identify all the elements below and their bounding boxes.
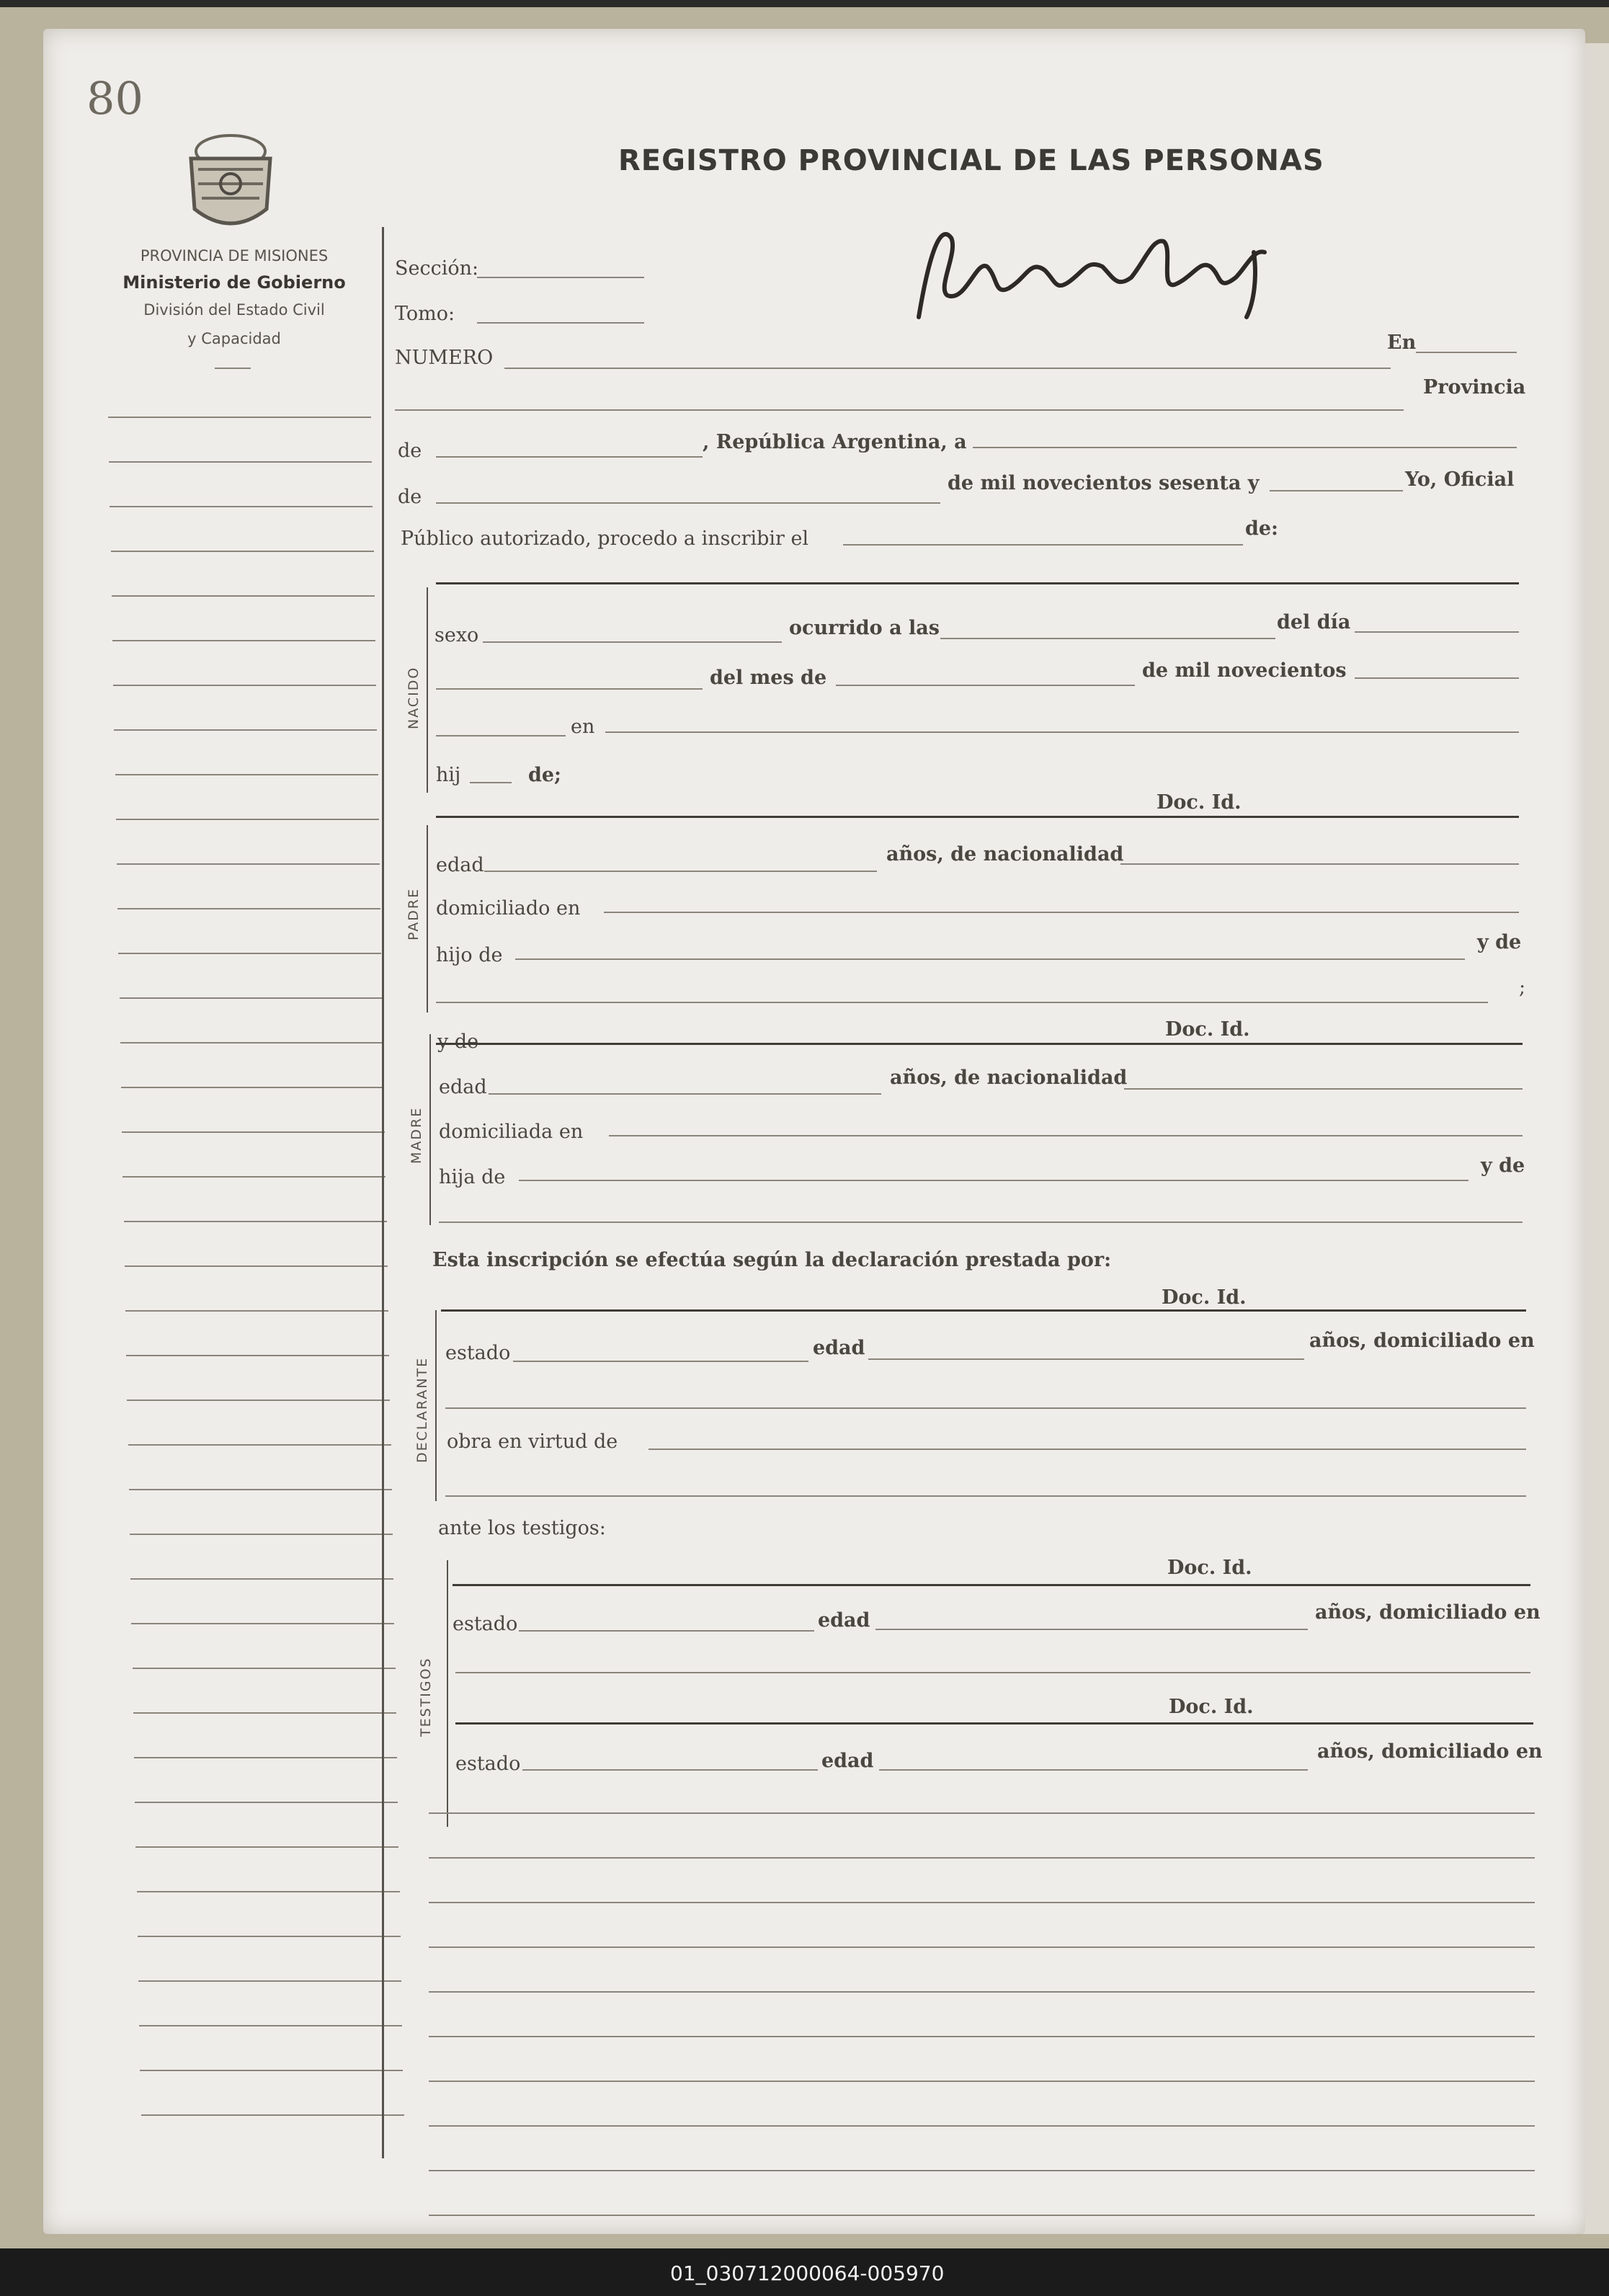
padre-bracket: [427, 825, 428, 1013]
de-field-1[interactable]: [436, 456, 703, 458]
madre-domicilio-field[interactable]: [609, 1135, 1523, 1136]
coat-of-arms-seal: [180, 130, 281, 238]
declarante-bracket: [435, 1310, 437, 1501]
margin-line: [125, 1310, 388, 1312]
padre-edad-label: edad: [436, 854, 484, 876]
page-number: 80: [86, 72, 143, 125]
page-title: REGISTRO PROVINCIAL DE LAS PERSONAS: [618, 144, 1324, 177]
en-label: En: [1387, 332, 1417, 354]
image-caption: 01_030712000064-005970: [670, 2261, 945, 2285]
declarante-name-field[interactable]: [441, 1309, 1526, 1312]
madre-domiciliada-label: domiciliada en: [439, 1121, 584, 1143]
notes-line: [429, 1902, 1535, 1903]
testigo2-estado-field[interactable]: [522, 1769, 818, 1771]
margin-line: [133, 1712, 396, 1714]
testigo2-edad-label: edad: [821, 1750, 874, 1772]
madre-side-label: MADRE: [409, 1106, 424, 1164]
handwritten-signature: [908, 209, 1283, 332]
padre-domiciliado-label: domiciliado en: [436, 897, 581, 920]
de-colon-label: de:: [1245, 517, 1279, 540]
margin-line: [138, 1980, 401, 1982]
notes-line: [429, 2170, 1535, 2171]
mes-field[interactable]: [836, 685, 1135, 686]
testigo1-domiciliado-label: años, domiciliado en: [1315, 1601, 1541, 1624]
seccion-label: Sección:: [395, 257, 479, 280]
padre-semicolon: ;: [1519, 976, 1526, 999]
del-dia-label: del día: [1277, 611, 1351, 633]
notes-line: [429, 1946, 1535, 1948]
nacido-bracket: [427, 587, 428, 793]
hij-de-label: de;: [528, 764, 562, 786]
declarante-intro: Esta inscripción se efectúa según la declaración prestada por:: [432, 1249, 1112, 1271]
testigo2-domiciliado-label: años, domiciliado en: [1317, 1740, 1543, 1763]
madre-edad-field[interactable]: [489, 1093, 881, 1095]
nacido-side-label: NACIDO: [406, 666, 422, 729]
dia-cont-field[interactable]: [436, 688, 703, 690]
testigos-intro: ante los testigos:: [438, 1517, 606, 1539]
madre-y-de-label: y de: [437, 1031, 479, 1053]
declarante-estado-field[interactable]: [513, 1361, 808, 1362]
margin-line: [118, 953, 381, 954]
declarante-edad-label: edad: [813, 1337, 865, 1359]
numero-label: NUMERO: [395, 347, 494, 369]
padre-edad-field[interactable]: [484, 871, 877, 872]
declarante-doc-id-label: Doc. Id.: [1162, 1286, 1247, 1309]
province-name: PROVINCIA DE MISIONES: [140, 247, 329, 264]
testigo1-edad-field[interactable]: [875, 1629, 1308, 1630]
tomo-label: Tomo:: [395, 303, 455, 325]
provincia-label: Provincia: [1423, 376, 1526, 399]
del-mes-label: del mes de: [710, 667, 827, 689]
nacido-name-field[interactable]: [436, 582, 1519, 584]
de-field-2[interactable]: [436, 502, 940, 504]
testigo2-doc-id-label: Doc. Id.: [1169, 1696, 1254, 1718]
testigos-bracket: [447, 1560, 448, 1827]
padre-madre-field[interactable]: [436, 1002, 1488, 1003]
form-left-rule: [382, 227, 384, 2158]
testigo1-edad-label: edad: [818, 1609, 870, 1632]
ocurrido-label: ocurrido a las: [789, 617, 940, 639]
margin-line: [112, 595, 375, 597]
provincia-field[interactable]: [395, 409, 1404, 411]
hij-label: hij: [436, 764, 461, 786]
inscribir-field[interactable]: [843, 544, 1243, 546]
margin-line: [116, 819, 379, 820]
margin-line: [117, 908, 380, 909]
declarante-domiciliado-label: años, domiciliado en: [1309, 1330, 1535, 1352]
madre-nacionalidad-field[interactable]: [1124, 1088, 1523, 1090]
hij-field[interactable]: [470, 782, 512, 783]
declarante-estado-label: estado: [445, 1342, 511, 1364]
margin-line: [114, 729, 377, 731]
margin-line: [109, 461, 372, 463]
declarante-obra-field-2[interactable]: [445, 1495, 1526, 1497]
notes-line: [429, 2081, 1535, 2082]
margin-line: [140, 2070, 403, 2071]
en-nac-label: en: [571, 716, 595, 738]
notes-line: [429, 1991, 1535, 1993]
margin-line: [137, 1891, 400, 1892]
margin-line: [111, 551, 374, 552]
margin-line: [135, 1846, 398, 1848]
declarante-side-label: DECLARANTE: [414, 1356, 430, 1463]
margin-line: [127, 1400, 390, 1401]
publico-label: Público autorizado, procedo a inscribir el: [401, 528, 809, 550]
madre-name-field[interactable]: [436, 1043, 1523, 1045]
margin-line: [139, 2025, 402, 2026]
institution-divider: [215, 368, 251, 369]
margin-line: [130, 1578, 393, 1580]
margin-line: [121, 1087, 384, 1088]
hora-field[interactable]: [940, 638, 1275, 639]
testigo1-name-field[interactable]: [453, 1584, 1530, 1586]
margin-line: [141, 2114, 404, 2116]
testigo1-doc-id-label: Doc. Id.: [1167, 1557, 1252, 1579]
margin-line: [124, 1221, 387, 1222]
declarante-obra-label: obra en virtud de: [447, 1430, 618, 1453]
testigos-side-label: TESTIGOS: [418, 1657, 434, 1737]
margin-line: [131, 1623, 394, 1624]
anio-field[interactable]: [1270, 490, 1403, 491]
margin-line: [138, 1936, 401, 1937]
margin-line: [122, 1131, 385, 1133]
margin-line: [130, 1534, 393, 1535]
declarante-edad-field[interactable]: [868, 1358, 1304, 1360]
division-name: División del Estado Civil: [143, 301, 325, 319]
notes-line: [429, 2125, 1535, 2127]
tomo-field[interactable]: [477, 322, 644, 324]
madre-edad-label: edad: [439, 1076, 487, 1098]
margin-line: [133, 1668, 396, 1669]
margin-line: [134, 1757, 397, 1758]
testigo1-domicilio-field[interactable]: [455, 1672, 1530, 1673]
margin-line: [129, 1489, 392, 1490]
testigo2-estado-label: estado: [455, 1753, 521, 1775]
testigo2-name-field[interactable]: [455, 1722, 1533, 1725]
margin-line: [128, 1444, 391, 1446]
madre-hija-de-field[interactable]: [519, 1180, 1468, 1181]
notes-line: [429, 1857, 1535, 1859]
republica-label: , República Argentina, a: [703, 431, 967, 453]
de-label-1: de: [398, 440, 422, 462]
division-name-2: y Capacidad: [187, 330, 281, 347]
margin-line: [110, 506, 373, 507]
numero-field[interactable]: [504, 368, 1391, 369]
madre-hija-de-label: hija de: [439, 1166, 506, 1188]
notes-line: [429, 2215, 1535, 2216]
padre-hijo-de-label: hijo de: [436, 944, 503, 966]
mil-sesenta-label: de mil novecientos sesenta y: [948, 472, 1260, 494]
declarante-obra-field[interactable]: [648, 1449, 1526, 1450]
anio-nac-field[interactable]: [1355, 677, 1519, 679]
nacido-doc-field[interactable]: [436, 816, 1519, 818]
margin-line: [108, 417, 371, 418]
anio-cont-field[interactable]: [436, 735, 566, 737]
margin-line: [126, 1355, 389, 1356]
ministry-name: Ministerio de Gobierno: [122, 272, 346, 293]
margin-line: [122, 1176, 385, 1178]
madre-madre-field[interactable]: [439, 1222, 1523, 1223]
margin-line: [112, 640, 375, 641]
padre-nacionalidad-field[interactable]: [1120, 863, 1519, 865]
seccion-field[interactable]: [477, 277, 644, 278]
padre-hijo-de-field[interactable]: [515, 958, 1465, 960]
margin-line: [120, 997, 383, 999]
madre-nacionalidad-label: años, de nacionalidad: [890, 1067, 1128, 1089]
testigo1-estado-field[interactable]: [519, 1630, 814, 1632]
sexo-field[interactable]: [483, 641, 782, 643]
margin-line: [115, 774, 378, 775]
margin-line: [135, 1802, 398, 1803]
padre-nacionalidad-label: años, de nacionalidad: [886, 843, 1124, 866]
margin-line: [120, 1042, 383, 1044]
sexo-label: sexo: [434, 624, 479, 646]
padre-domicilio-field[interactable]: [604, 912, 1519, 913]
declarante-domicilio-field[interactable]: [445, 1407, 1526, 1409]
lugar-field[interactable]: [605, 731, 1519, 733]
padre-side-label: PADRE: [406, 887, 422, 940]
dia-field[interactable]: [1355, 631, 1519, 633]
yo-oficial-label: Yo, Oficial: [1405, 468, 1515, 491]
en-field[interactable]: [1416, 352, 1517, 353]
margin-line: [117, 863, 380, 865]
margin-line: [125, 1265, 388, 1267]
notes-line: [429, 1812, 1535, 1814]
madre-bracket: [429, 1034, 431, 1225]
testigo2-edad-field[interactable]: [879, 1769, 1308, 1771]
fecha-field[interactable]: [973, 447, 1517, 448]
padre-y-de-label: y de: [1477, 931, 1522, 953]
notes-line: [429, 2036, 1535, 2037]
margin-line: [113, 685, 376, 686]
testigo1-estado-label: estado: [453, 1613, 518, 1635]
mil-novecientos-label: de mil novecientos: [1142, 659, 1347, 682]
padre-doc-id-label: Doc. Id.: [1165, 1018, 1250, 1041]
madre-y-de-label-2: y de: [1481, 1154, 1525, 1177]
nacido-doc-id-label: Doc. Id.: [1156, 791, 1242, 814]
de-label-2: de: [398, 486, 422, 508]
